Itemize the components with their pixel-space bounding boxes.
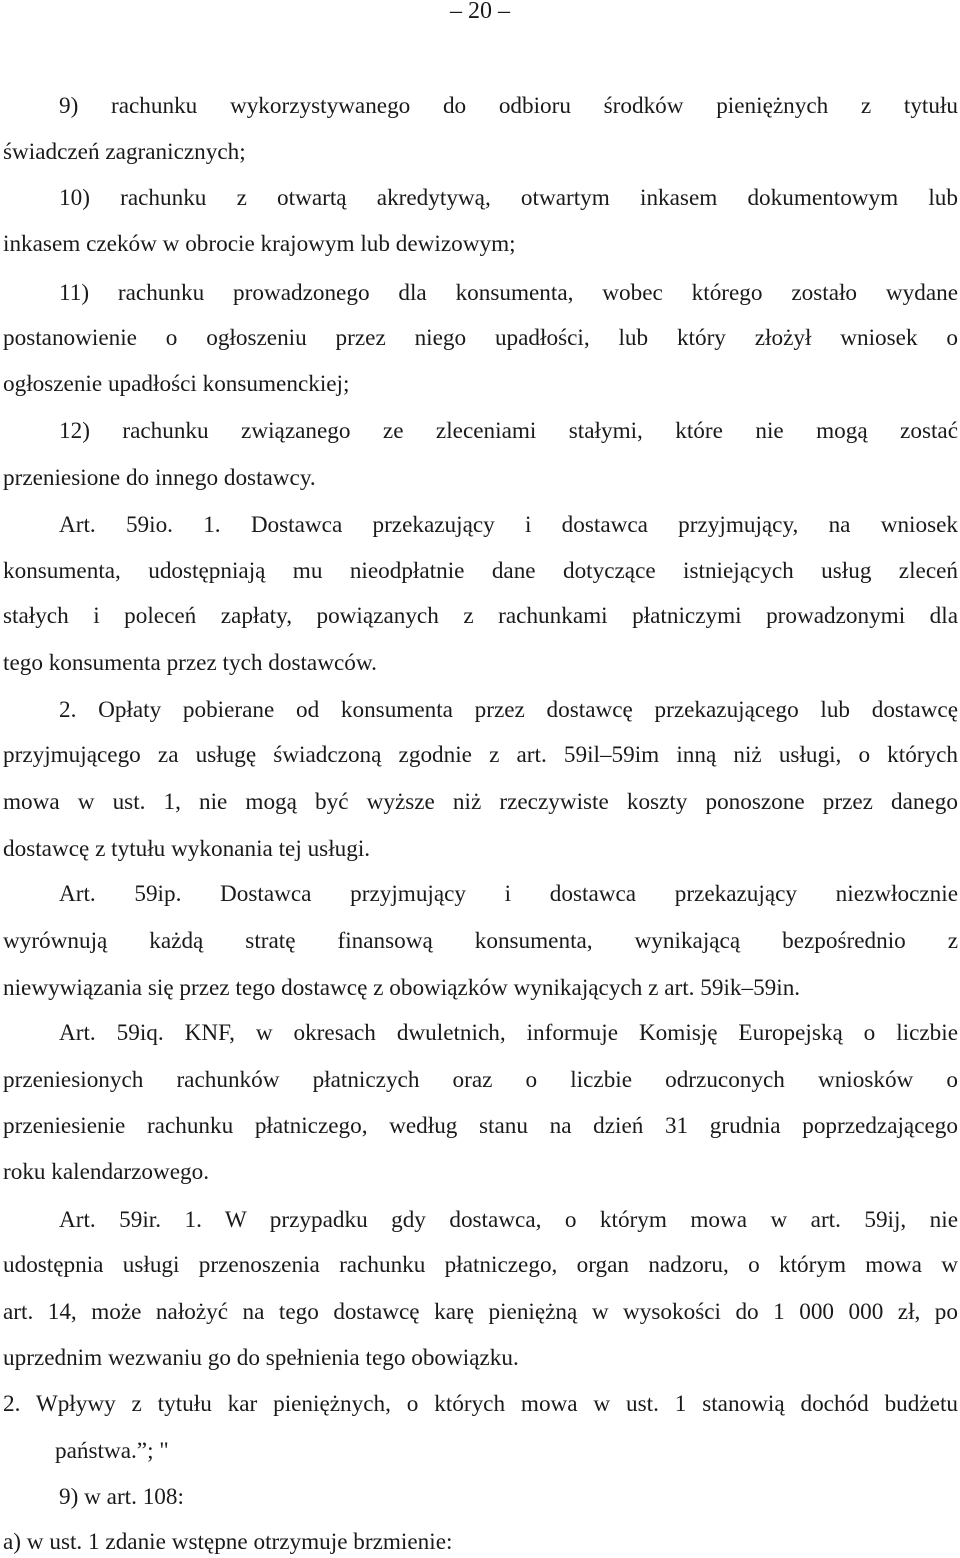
text-line: wyrównują każdą stratę finansową konsumenta, wynikającą bezpośrednio z — [3, 928, 958, 954]
text-line: konsumenta, udostępniają mu nieodpłatnie dane dotyczące istniejących usług zleceń — [3, 558, 958, 584]
text-line: 2. Opłaty pobierane od konsumenta przez dostawcę przekazującego lub dostawcę — [59, 697, 958, 723]
text-line: Art. 59iq. KNF, w okresach dwuletnich, informuje Komisję Europejską o liczbie — [59, 1020, 958, 1046]
text-line: świadczeń zagranicznych; — [3, 139, 246, 165]
text-line: państwa.”; " — [55, 1438, 169, 1464]
text-line: stałych i poleceń zapłaty, powiązanych z rachunkami płatniczymi prowadzonymi dla — [3, 603, 958, 629]
text-line: postanowienie o ogłoszeniu przez niego upadłości, lub który złożył wniosek o — [3, 325, 958, 351]
text-line: 12) rachunku związanego ze zleceniami stałymi, które nie mogą zostać — [59, 418, 958, 444]
text-line: mowa w ust. 1, nie mogą być wyższe niż rzeczywiste koszty ponoszone przez danego — [3, 789, 958, 815]
text-line: art. 14, może nałożyć na tego dostawcę karę pieniężną w wysokości do 1 000 000 zł, po — [3, 1299, 958, 1325]
text-line: Art. 59ip. Dostawca przyjmujący i dostawca przekazujący niezwłocznie — [59, 881, 958, 907]
text-line: 10) rachunku z otwartą akredytywą, otwartym inkasem dokumentowym lub — [59, 185, 958, 211]
text-line: udostępnia usługi przenoszenia rachunku płatniczego, organ nadzoru, o którym mowa w — [3, 1252, 958, 1278]
text-line: 9) rachunku wykorzystywanego do odbioru środków pieniężnych z tytułu — [59, 93, 958, 119]
text-line: 2. Wpływy z tytułu kar pieniężnych, o których mowa w ust. 1 stanowią dochód budżetu — [3, 1391, 958, 1417]
text-line: przeniesione do innego dostawcy. — [3, 465, 316, 491]
text-line: ogłoszenie upadłości konsumenckiej; — [3, 371, 350, 397]
text-line: 11) rachunku prowadzonego dla konsumenta, wobec którego zostało wydane — [59, 280, 958, 306]
text-line: 9) w art. 108: — [59, 1484, 184, 1510]
text-line: uprzednim wezwaniu go do spełnienia tego obowiązku. — [3, 1345, 519, 1371]
text-line: niewywiązania się przez tego dostawcę z obowiązków wynikających z art. 59ik–59in. — [3, 975, 801, 1001]
text-line: przyjmującego za usługę świadczoną zgodnie z art. 59il–59im inną niż usługi, o których — [3, 742, 958, 768]
text-line: Art. 59ir. 1. W przypadku gdy dostawca, o którym mowa w art. 59ij, nie — [59, 1207, 958, 1233]
text-line: przeniesionych rachunków płatniczych oraz o liczbie odrzuconych wniosków o — [3, 1067, 958, 1093]
page-number: – 20 – — [450, 0, 510, 24]
text-line: inkasem czeków w obrocie krajowym lub dewizowym; — [3, 231, 516, 257]
text-line: tego konsumenta przez tych dostawców. — [3, 650, 377, 676]
text-line: przeniesienie rachunku płatniczego, według stanu na dzień 31 grudnia poprzedzającego — [3, 1113, 958, 1139]
text-line: a) w ust. 1 zdanie wstępne otrzymuje brzmienie: — [3, 1529, 453, 1555]
text-line: Art. 59io. 1. Dostawca przekazujący i dostawca przyjmujący, na wniosek — [59, 512, 958, 538]
text-line: dostawcę z tytułu wykonania tej usługi. — [3, 836, 371, 862]
text-line: roku kalendarzowego. — [3, 1159, 210, 1185]
